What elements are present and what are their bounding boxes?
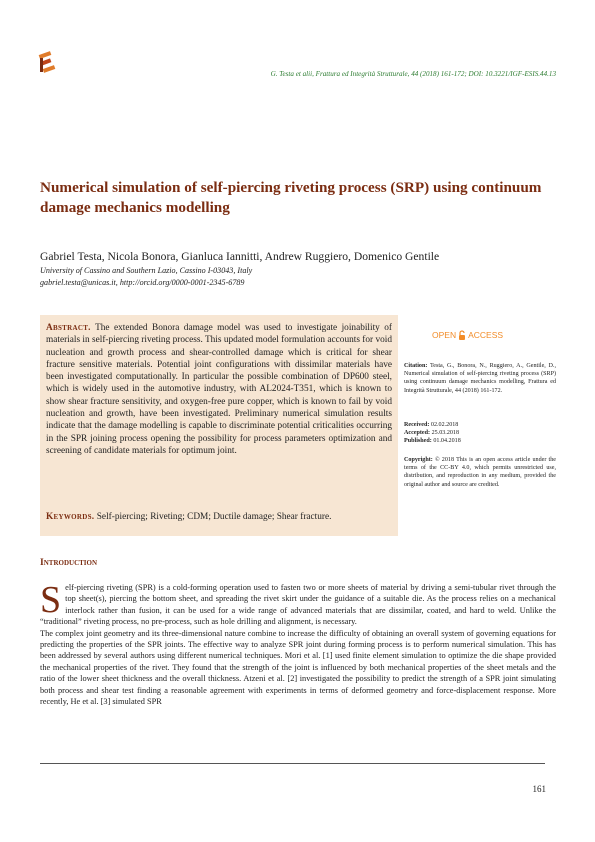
keywords-label: Keywords. — [46, 512, 95, 522]
copyright-label: Copyright: — [404, 457, 433, 463]
introduction-body — [40, 579, 556, 707]
citation-text: Testa, G., Bonora, N., Ruggiero, A., Gentile, D., Numerical simulation of self-piercing riveting process (SRP) using continuum damage mechanics modelling, Frattura ed Integrità Strutturale, 44 (2018) 161-172. — [404, 363, 556, 394]
page-number: 161 — [532, 784, 546, 794]
footer-rule — [40, 763, 545, 764]
dates-block — [404, 421, 556, 446]
citation-block — [404, 362, 556, 395]
abstract-label: Abstract. — [46, 323, 91, 333]
accepted-label: Accepted: — [404, 430, 431, 437]
author-list: Gabriel Testa, Nicola Bonora, Gianluca Iannitti, Andrew Ruggiero, Domenico Gentile — [40, 250, 440, 263]
drop-cap: S — [40, 579, 62, 621]
published-label: Published: — [404, 438, 432, 445]
affiliation: University of Cassino and Southern Lazio, Cassino I-03043, Italy — [40, 266, 253, 275]
contact-line: gabriel.testa@unicas.it, http://orcid.org/0000-0001-2345-6789 — [40, 278, 245, 287]
accepted-date: 25.03.2018 — [431, 430, 460, 437]
abstract — [46, 322, 392, 457]
keywords — [46, 512, 392, 522]
copyright-text: © 2018 This is an open access article under the terms of the CC-BY 4.0, which permits unrestricted use, distribution, and reproduction in any medium, provided the original author and source are credited. — [404, 457, 556, 488]
running-head: G. Testa et alii, Frattura ed Integrità Strutturale, 44 (2018) 161-172; DOI: 10.3221/IGF-ESIS.44.13 — [270, 70, 556, 78]
intro-paragraph-1: elf-piercing riveting (SPR) is a cold-forming operation used to fasten two or more sheets of material by driving a semi-tubular rivet through the top sheet(s), piercing the bottom sheet, and spreading the rivet skirt under the guidance of a suitable die. As the process relies on a mechanical interlock rather than fusion, it can be used for a wide range of advanced materials that are dissimilar, coated, and hard to weld. Unlike the “traditional” riveting process, no pre-process, such as hole drilling and alignment, is necessary. — [40, 583, 556, 627]
open-access-word2: ACCESS — [468, 330, 504, 340]
citation-label: Citation: — [404, 363, 428, 369]
open-lock-icon — [458, 330, 466, 340]
published-date: 01.04.2018 — [433, 438, 461, 445]
copyright-block — [404, 456, 556, 489]
received-date: 02.02.2018 — [430, 422, 459, 428]
keywords-text: Self-piercing; Riveting; CDM; Ductile damage; Shear fracture. — [96, 512, 332, 522]
open-access-badge — [432, 330, 503, 340]
abstract-text: The extended Bonora damage model was used to investigate joinability of materials in self-piercing riveting process. This updated model formulation accounts for void nucleation and growth process and shear-controlled damage which is critical for shear fracture sensitive materials. Potential joint configurations with dissimilar materials have been investigated computationally. In particular the possible combination of DP600 steel, which is widely used in the automotive industry, with AL2024-T351, which is known to show shear fracture sensitivity, and oxygen-free pure copper, which is known to fail by void nucleation and growth, have been investigated. Preliminary numerical simulation results indicate that the damage modelling is capable to discriminate potential criticalities occurring in the SPR joining process opening the possibility for process parameters optimization and screening of candidate materials for optimum joint. — [46, 323, 393, 456]
journal-logo-icon — [37, 50, 59, 78]
paper-title: Numerical simulation of self-piercing riveting process (SRP) using continuum damage mechanics modelling — [40, 179, 542, 216]
section-heading-introduction: Introduction — [40, 557, 98, 568]
intro-paragraph-2: The complex joint geometry and its three-dimensional nature combine to increase the difficulty of obtaining an overall system of governing equations for predicting the properties of the SPR joints. The effective way to analyze SPR joint during forming process is to perform numerical simulation. This has been addressed by several authors using different numerical techniques. Mori et al. [1] used finite element simulation to optimize the die shape provided the mechanical properties of the rivet. They found that the strength of the joint is influenced by both mechanical properties of the sheet metals and the ratio of the lower sheet thickness and the overall thickness. Atzeni et al. [2] investigated the possibility to predict the strength of a SPR joint simulating both process and shear test finding a reasonable agreement with experiments in terms of deformed geometry and force-displacement response. More recently, He et al. [3] simulated SPR — [40, 628, 556, 707]
open-access-word1: OPEN — [432, 330, 457, 340]
received-label: Received: — [404, 422, 430, 428]
